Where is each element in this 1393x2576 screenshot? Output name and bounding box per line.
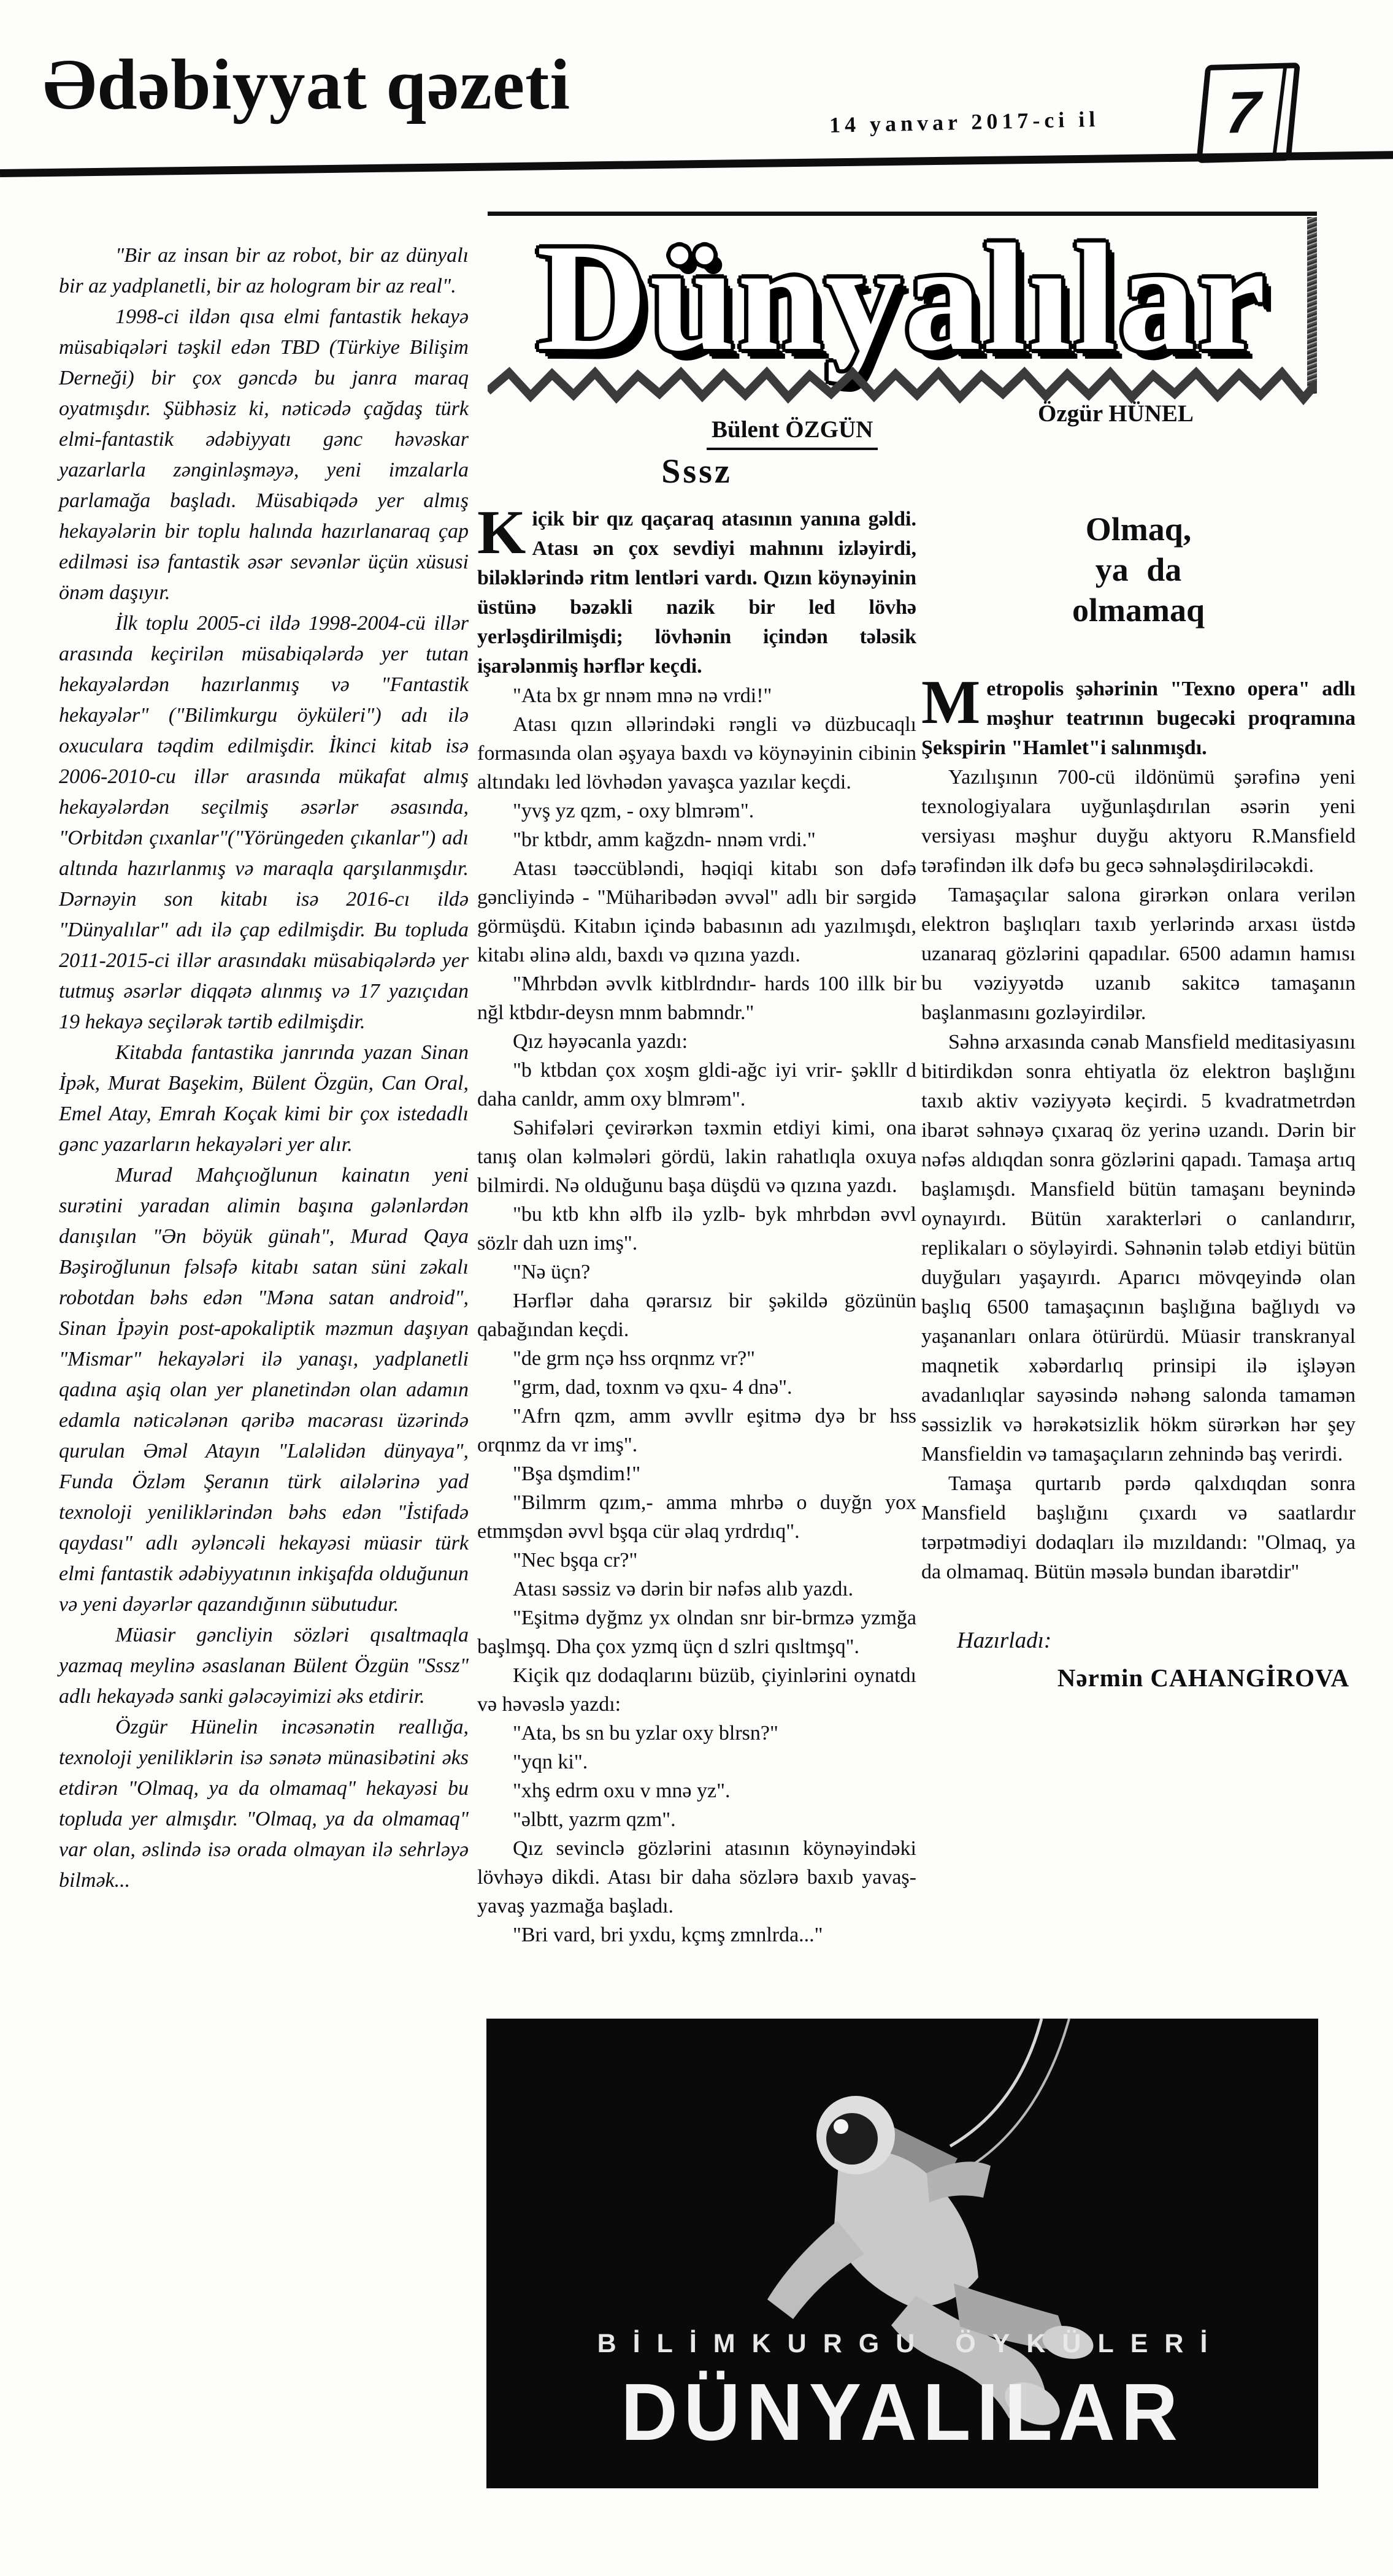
editorial-paragraph: 1998-ci ildən qısa elmi fantastik hekayə müsabiqələri təşkil edən TBD (Türkiye Bilişim Derneği) bir çox gəncdə bu janra maraq oyatmışdır. Şübhəsiz ki, nəticədə çağdaş türk elmi-fantastik ədəbiyyatı gənc həvəskar yazarlarla zənginləşməyə, yeni imzalarla parlamağa başladı. Müsabiqədə yer almış hekayələrin bir toplu halında hazırlanaraq çap edilməsi isə fantastik əsər sevənlər üçün xüsusi önəm daşıyır. bbox=[59, 305, 469, 604]
story-olmaq-title: Olmaq, ya da olmamaq bbox=[1072, 511, 1205, 629]
story-olmaq-body bbox=[921, 763, 1356, 1587]
drop-cap: M bbox=[921, 668, 981, 737]
story-paragraph: "de grm nçə hss orqnmz vr?" bbox=[513, 1347, 756, 1370]
story-paragraph: "Afrn qzm, amm əvvllr eşitmə dyə br hss orqnmz da vr imş". bbox=[477, 1405, 916, 1456]
story-paragraph: "Nec bşqa cr?" bbox=[513, 1549, 638, 1572]
story-paragraph: "Bri vard, bri yxdu, kçmş zmnlrda..." bbox=[513, 1924, 823, 1946]
story-paragraph: Kiçik qız dodaqlarını büzüb, çiyinlərini oynatdı və həvəslə yazdı: bbox=[477, 1664, 916, 1716]
story-paragraph: "Ata, bs sn bu yzlar oxy blrsn?" bbox=[513, 1722, 778, 1745]
editorial-paragraph: Müasir gəncliyin sözləri qısaltmaqla yazmaq meylinə əsaslanan Bülent Özgün "Sssz" adlı hekayədə sanki gələcəyimizi əks etdirir. bbox=[59, 1624, 469, 1708]
editorial-paragraph: İlk toplu 2005-ci ildə 1998-2004-cü illər arasında keçirilən müsabiqələrdə yer tutan hekayələrdən hazırlanmış və "Fantastik hekayələr" ("Bilimkurgu öyküleri") adı ilə oxuculara təqdim edilmişdir. İkinci kitab isə 2006-2010-cu illər arasında mükafat almış hekayələrdən seçilmiş əsərlər əsasında, "Orbitdən çıxanlar"("Yörüngeden çıkanlar") adı altında hazırlanmış və maraqla qarşılanmışdır. Dərnəyin son kitabı isə 2016-cı ildə "Dünyalılar" adı ilə çap edilmişdir. Bu topluda 2011-2015-ci illər arasındakı müsabiqələrdə yer tutmuş əsərlər diqqətə alınmış və 17 yazıçıdan 19 hekayə seçilərək tərtib edilmişdir. bbox=[59, 612, 469, 1033]
story-paragraph: Səhnə arxasında cənab Mansfield meditasiyasını bitirdikdən sonra ehtiyatla öz elektron başlığını taxıb aktiv vəziyyətə keçirdi. 5 kvadratmetrdən ibarət səhnəyə çıxaraq öz yerinə uzandı. Dərin bir nəfəs aldıqdan sonra gözlərini qapadı. Tamaşa artıq başlamışdı. Mansfield bütün tamaşanı beynində oynayırdı. Bütün xarakterləri o canlandırır, replikaları o söyləyirdi. Səhnənin tələb etdiyi bütün duyğuları yaşayırdı. Aparıcı mövqeyində olan başlıq 6500 tamaşaçının başlığına bağlıydı və yaşananları onlara ötürürdü. Müasir transkranyal maqnetik xəbərdarlıq prinsipi ilə işləyən avadanlıqlar sayəsində nəhəng salonda tamamən səssizlik və hərəkətsizlik hökm sürərkən hər şey Mansfieldin və tamaşaçıların zehnində baş verirdi. bbox=[921, 1031, 1356, 1466]
drop-cap: K bbox=[477, 498, 526, 567]
story-paragraph: "br ktbdr, amm kağzdn- nnəm vrdi." bbox=[513, 828, 816, 851]
story-paragraph: "bu ktb khn əlfb ilə yzlb- byk mhrbdən əvvl sözlr dah uzn imş". bbox=[477, 1203, 916, 1255]
story-paragraph: Qız sevinclə gözlərini atasının köynəyindəki lövhəyə dikdi. Atası bir daha sözlərə baxıb yavaş-yavaş yazmağa başladı. bbox=[477, 1837, 916, 1917]
story-paragraph: "grm, dad, toxnm və qxu- 4 dnə". bbox=[513, 1376, 792, 1399]
story-paragraph: Atası səssiz və dərin bir nəfəs alıb yazdı. bbox=[513, 1578, 854, 1600]
story-sssz-title: Sssz bbox=[661, 453, 732, 491]
story-sssz-lede: Kiçik bir qız qaçaraq atasının yanına gəldi. Atası ən çox sevdiyi mahnını izləyirdi, biləklərində ritm lentləri vardı. Qızın köynəyinin üstünə bəzəkli nazik bir led lövhə yerləşdirilmişdi; lövhənin içindən tələsik işarələnmiş hərflər keçdi. bbox=[477, 498, 916, 678]
story-paragraph: "b ktbdan çox xoşm gldi-ağc iyi vrir- şəkllr d daha canldr, amm oxy blmrəm". bbox=[477, 1059, 916, 1110]
story-paragraph: Tamaşaçılar salona girərkən onlara verilən elektron başlıqları taxıb yerlərində arxası üstdə uzanaraq gözlərini qapadılar. 6500 adamın hamısı bu vəziyyətdə uzanıb sakitcə tamaşanın başlanmasını gozləyirdilər. bbox=[921, 884, 1356, 1024]
story-paragraph: Atası qızın əllərindəki rəngli və düzbucaqlı formasında olan əşyaya baxdı və köynəyinin cibinin altındakı led lövhədən yavaşca yazılar keçdi. bbox=[477, 713, 916, 793]
story-paragraph: "xhş edrm oxu v mnə yz". bbox=[513, 1779, 731, 1802]
story-olmaq bbox=[921, 509, 1356, 1692]
newspaper-nameplate: Ədəbiyyat qəzeti bbox=[43, 44, 571, 124]
cover-series-title: BİLİMKURGU ÖYKÜLERİ bbox=[597, 2329, 1224, 2358]
story-paragraph: Hərflər daha qərarsız bir şəkildə gözünün qabağından keçdi. bbox=[477, 1290, 916, 1341]
story-paragraph: Tamaşa qurtarıb pərdə qalxdıqdan sonra Mansfield başlığını çıxardı və saatlardır tərpətmədiyi dodaqları ilə mızıldandı: "Olmaq, ya da olmamaq. Bütün məsələ bundan ibarətdir" bbox=[921, 1472, 1356, 1583]
story-sssz bbox=[477, 453, 916, 1949]
feature-title: Dünyalılar bbox=[536, 213, 1268, 383]
editorial-paragraph: Kitabda fantastika janrında yazan Sinan İpək, Murat Başekim, Bülent Özgün, Can Oral, Emel Atay, Emrah Koçak kimi bir çox istedadlı gənc yazarların hekayələri yer alır. bbox=[59, 1041, 469, 1156]
editorial-paragraph: Murad Mahçıoğlunun kainatın yeni surətini yaradan alimin başına gələnlərdən danışılan "Ən böyük günah", Murad Qaya Bəşiroğlunun fəlsəfə kitabı satan süni zəkalı robotdan bəhs edən "Məna satan android", Sinan İpəyin post-apokaliptik məzmun daşıyan "Mismar" hekayələri ilə yanaşı, yadplanetli qadına aşiq olan yer planetindən olan adamın edamla nəticələnən qəribə macərası üzərində qurulan Əməl Atayın "Laləlidən dünyaya", Funda Özləm Şeranın türk ailələrinə yad texnoloji yeniliklərindən bəhs edən "İstifadə qaydası" adlı əyləncəli hekayəsi müasir türk elmi fantastik ədəbiyyatının inkişafda olduğunun və yeni dəyərlər qazandığının sübutudur. bbox=[59, 1164, 469, 1616]
story-sssz-body bbox=[477, 681, 916, 1949]
story-paragraph: Qız həyəcanla yazdı: bbox=[513, 1030, 688, 1053]
prepared-by-name: Nərmin CAHANGİROVA bbox=[1057, 1664, 1349, 1692]
story-paragraph: "Mhrbdən əvvlk kitblrdndır- hards 100 illk bir nğl ktbdır-deysn mnm babmndr." bbox=[477, 973, 916, 1024]
story-paragraph: "Bilmrm qzım,- amma mhrbə o duyğn yox etmmşdən əvvl bşqa cür əlaq yrdrdıq". bbox=[477, 1491, 916, 1543]
author-bulent-ozgun: Bülent ÖZGÜN bbox=[707, 416, 878, 450]
story-paragraph: Yazılışının 700-cü ildönümü şərəfinə yeni texnologiyalara uyğunlaşdırılan əsərin yeni versiyası məşhur duyğu aktyoru R.Mansfield tərəfindən ilk dəfə bu gecə səhnələşdiriləcəkdi. bbox=[921, 766, 1356, 877]
issue-date: 14 yanvar 2017-ci il bbox=[829, 107, 1100, 137]
prepared-by-label: Hazırladı: bbox=[957, 1628, 1052, 1653]
header-divider bbox=[0, 151, 1393, 177]
story-olmaq-lede: Metropolis şəhərinin "Texno opera" adlı məşhur teatrının bugecəki proqramına Şekspirin "Hamlet"i salınmışdı. bbox=[921, 668, 1356, 759]
story-paragraph: "yqn ki". bbox=[513, 1751, 588, 1773]
story-paragraph: Səhifələri çevirərkən təxmin etdiyi kimi, ona tanış olan kəlmələri gördü, lakin rahatlıqla oxuya bilmirdi. Nə olduğunu başa düşdü və qızına yazdı. bbox=[477, 1117, 916, 1197]
page-number: 7 bbox=[1223, 79, 1262, 146]
story-paragraph: "yvş yz qzm, - oxy blmrəm". bbox=[513, 800, 754, 822]
story-paragraph: "Eşitmə dyğmz yx olndan snr bir-brmzə yzmğa başlmşq. Dha çox yzmq üçn d szlri qısltmşq". bbox=[477, 1607, 916, 1658]
editorial-column bbox=[59, 240, 469, 1896]
story-paragraph: "Bşa dşmdim!" bbox=[513, 1462, 641, 1485]
story-paragraph: "əlbtt, yazrm qzm". bbox=[513, 1808, 676, 1831]
page-number-box bbox=[1196, 63, 1300, 163]
editorial-paragraph: Özgür Hünelin incəsənətin reallığa, texnoloji yeniliklərin isə sənətə münasibətini əks etdirən "Olmaq, ya da olmamaq" hekayəsi bu topluda yer almışdır. "Olmaq, ya da olmamaq" var olan, əslində isə orada olmayan ilə sehrləyə bilmək... bbox=[59, 1716, 469, 1892]
story-paragraph: "Nə üçn? bbox=[513, 1261, 591, 1283]
story-paragraph: Atası təəccübləndi, həqiqi kitabı son dəfə gəncliyində - "Müharibədən əvvəl" adlı bir sərgidə görmüşdü. Kitabın içində babasının adı yazılmışdı, kitabı əlinə aldı, baxdı və qızına yazdı. bbox=[477, 857, 916, 966]
author-ozgur-hunel: Özgür HÜNEL bbox=[1038, 400, 1194, 427]
editorial-paragraph: "Bir az insan bir az robot, bir az dünyalı bir az yadplanetli, bir az hologram bir az real". bbox=[59, 244, 469, 297]
story-paragraph: "Ata bx gr nnəm mnə nə vrdi!" bbox=[513, 684, 772, 707]
book-cover-photo bbox=[486, 2019, 1318, 2488]
cover-book-title: DÜNYALILAR bbox=[621, 2367, 1184, 2457]
